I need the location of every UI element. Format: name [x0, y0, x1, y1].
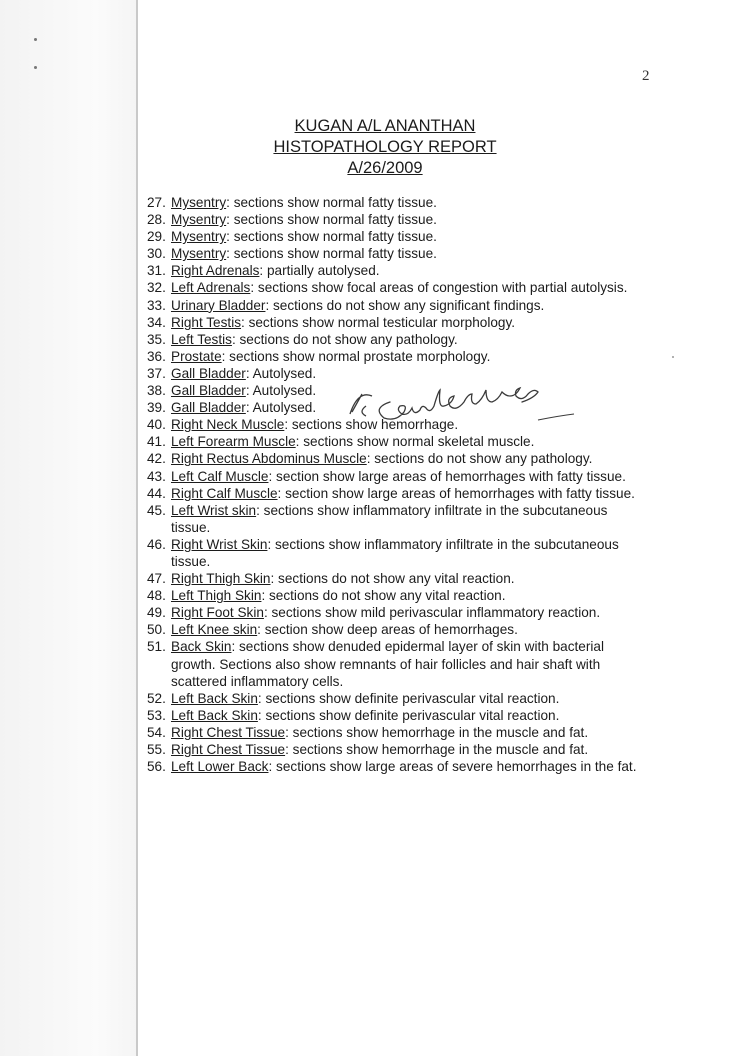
- finding-item: [147, 485, 647, 502]
- page-edge-line: [136, 0, 138, 1056]
- item-number: 37.: [147, 365, 166, 381]
- item-description: : sections show normal testicular morphology.: [241, 314, 516, 330]
- item-text: [171, 638, 647, 689]
- item-description: : sections show inflammatory infiltrate in the subcutaneous tissue.: [171, 536, 619, 569]
- patient-name: KUGAN A/L ANANTHAN: [294, 117, 476, 135]
- finding-item: [147, 433, 647, 450]
- item-number: 32.: [147, 280, 166, 296]
- item-number: 35.: [147, 331, 166, 347]
- item-description: : sections do not show any significant findings.: [265, 297, 545, 313]
- item-description: : section show large areas of hemorrhages with fatty tissue.: [268, 468, 626, 484]
- scan-margin: [0, 0, 138, 1056]
- report-header: [200, 116, 570, 179]
- item-topic: Right Testis: [171, 314, 242, 330]
- item-topic: Gall Bladder: [171, 383, 246, 399]
- item-description: : sections show normal prostate morphology.: [221, 348, 491, 364]
- item-number: 51.: [147, 639, 166, 655]
- item-text: [171, 211, 647, 228]
- item-text: [171, 587, 647, 604]
- finding-item: [147, 707, 647, 724]
- finding-item: [147, 638, 647, 689]
- finding-item: [147, 604, 647, 621]
- finding-item: [147, 741, 647, 758]
- item-topic: Right Neck Muscle: [171, 417, 285, 433]
- item-text: [171, 707, 647, 724]
- item-topic: Left Knee skin: [171, 622, 258, 638]
- item-text: [171, 194, 647, 211]
- item-text: [171, 433, 647, 450]
- item-description: : sections show normal fatty tissue.: [226, 246, 437, 262]
- item-text: [171, 758, 647, 775]
- item-description: : Autolysed.: [245, 365, 317, 381]
- scan-dot: [34, 66, 37, 69]
- item-description: : sections show normal fatty tissue.: [226, 195, 437, 210]
- item-number: 39.: [147, 400, 166, 416]
- item-text: [171, 536, 647, 570]
- item-text: [171, 297, 647, 314]
- finding-item: [147, 468, 647, 485]
- finding-item: [147, 690, 647, 707]
- item-topic: Left Back Skin: [171, 690, 258, 706]
- item-topic: Right Chest Tissue: [171, 724, 286, 740]
- item-text: [171, 741, 647, 758]
- report-reference: A/26/2009: [347, 159, 423, 177]
- item-number: 49.: [147, 605, 166, 621]
- item-description: : sections show normal skeletal muscle.: [295, 434, 535, 450]
- finding-item: [147, 331, 647, 348]
- item-text: [171, 468, 647, 485]
- item-description: : partially autolysed.: [259, 263, 380, 279]
- item-text: [171, 621, 647, 638]
- item-number: 54.: [147, 724, 166, 740]
- item-topic: Left Back Skin: [171, 707, 258, 723]
- item-text: [171, 604, 647, 621]
- item-description: : sections show hemorrhage in the muscle and fat.: [285, 724, 589, 740]
- signature-icon: [342, 384, 614, 424]
- finding-item: [147, 621, 647, 638]
- item-topic: Right Wrist Skin: [171, 536, 268, 552]
- item-number: 53.: [147, 707, 166, 723]
- item-description: : sections show denuded epidermal layer of skin with bacterial growth. Sections also show remnants of hair follicles and hair shaft with scattered inflammatory cells.: [171, 639, 604, 689]
- item-topic: Left Adrenals: [171, 280, 251, 296]
- finding-item: [147, 314, 647, 331]
- item-number: 43.: [147, 468, 166, 484]
- report-title: HISTOPATHOLOGY REPORT: [273, 138, 497, 156]
- item-description: : sections do not show any pathology.: [366, 451, 593, 467]
- item-number: 41.: [147, 434, 166, 450]
- item-topic: Right Rectus Abdominus Muscle: [171, 451, 367, 467]
- scan-dot: [34, 38, 37, 41]
- item-topic: Mysentry: [171, 212, 227, 228]
- item-description: : sections do not show any vital reaction.: [270, 571, 515, 587]
- item-topic: Gall Bladder: [171, 365, 246, 381]
- item-topic: Urinary Bladder: [171, 297, 266, 313]
- item-number: 28.: [147, 212, 166, 228]
- item-text: [171, 314, 647, 331]
- item-text: [171, 262, 647, 279]
- item-description: : sections show focal areas of congestion with partial autolysis.: [250, 280, 628, 296]
- item-number: 30.: [147, 246, 166, 262]
- item-description: : sections show hemorrhage.: [284, 417, 459, 433]
- scan-dot: [672, 356, 674, 358]
- finding-item: [147, 297, 647, 314]
- item-topic: Mysentry: [171, 195, 227, 210]
- item-text: [171, 365, 647, 382]
- item-number: 29.: [147, 229, 166, 245]
- item-topic: Mysentry: [171, 246, 227, 262]
- item-topic: Right Adrenals: [171, 263, 260, 279]
- item-description: : section show deep areas of hemorrhages.: [257, 622, 518, 638]
- item-text: [171, 502, 647, 536]
- item-number: 38.: [147, 383, 166, 399]
- finding-item: [147, 570, 647, 587]
- item-description: : Autolysed.: [245, 400, 317, 416]
- item-text: [171, 690, 647, 707]
- item-text: [171, 570, 647, 587]
- finding-item: [147, 758, 647, 775]
- item-topic: Right Thigh Skin: [171, 571, 271, 587]
- finding-item: [147, 587, 647, 604]
- item-text: [171, 485, 647, 502]
- item-number: 34.: [147, 314, 166, 330]
- item-text: [171, 348, 647, 365]
- item-topic: Mysentry: [171, 229, 227, 245]
- item-topic: Right Calf Muscle: [171, 485, 278, 501]
- item-text: [171, 228, 647, 245]
- item-description: : sections show large areas of severe hemorrhages in the fat.: [268, 759, 637, 775]
- item-description: : sections show normal fatty tissue.: [226, 229, 437, 245]
- finding-item: [147, 262, 647, 279]
- item-number: 47.: [147, 571, 166, 587]
- finding-item: [147, 211, 647, 228]
- item-topic: Right Foot Skin: [171, 605, 264, 621]
- item-description: : sections do not show any vital reaction.: [261, 588, 506, 604]
- findings-list: [147, 194, 647, 775]
- item-number: 42.: [147, 451, 166, 467]
- item-number: 45.: [147, 502, 166, 518]
- finding-item: [147, 348, 647, 365]
- item-topic: Right Chest Tissue: [171, 742, 286, 757]
- finding-item: [147, 279, 647, 296]
- item-description: : sections show inflammatory infiltrate in the subcutaneous tissue.: [171, 502, 608, 535]
- item-text: [171, 724, 647, 741]
- item-text: [171, 331, 647, 348]
- item-topic: Back Skin: [171, 639, 232, 655]
- item-number: 56.: [147, 759, 166, 775]
- finding-item: [147, 194, 647, 211]
- item-description: : sections show normal fatty tissue.: [226, 212, 437, 228]
- finding-item: [147, 245, 647, 262]
- item-number: 27.: [147, 195, 166, 210]
- item-text: [171, 279, 647, 296]
- finding-item: [147, 536, 647, 570]
- item-topic: Left Wrist skin: [171, 502, 257, 518]
- item-topic: Prostate: [171, 348, 222, 364]
- finding-item: [147, 450, 647, 467]
- item-number: 33.: [147, 297, 166, 313]
- item-topic: Left Forearm Muscle: [171, 434, 296, 450]
- item-number: 55.: [147, 742, 166, 757]
- item-topic: Left Testis: [171, 331, 232, 347]
- finding-item: [147, 502, 647, 536]
- finding-item: [147, 724, 647, 741]
- item-number: 48.: [147, 588, 166, 604]
- item-description: : section show large areas of hemorrhages with fatty tissue.: [277, 485, 635, 501]
- item-topic: Left Lower Back: [171, 759, 269, 775]
- finding-item: [147, 365, 647, 382]
- item-number: 52.: [147, 690, 166, 706]
- item-text: [171, 450, 647, 467]
- finding-item: [147, 228, 647, 245]
- item-number: 40.: [147, 417, 166, 433]
- item-topic: Left Thigh Skin: [171, 588, 262, 604]
- item-topic: Gall Bladder: [171, 400, 246, 416]
- item-number: 36.: [147, 348, 166, 364]
- item-number: 44.: [147, 485, 166, 501]
- item-description: : sections show hemorrhage in the muscle and fat.: [285, 742, 589, 757]
- item-description: : sections do not show any pathology.: [231, 331, 458, 347]
- item-number: 31.: [147, 263, 166, 279]
- item-text: [171, 245, 647, 262]
- item-topic: Left Calf Muscle: [171, 468, 269, 484]
- item-number: 50.: [147, 622, 166, 638]
- item-description: : sections show definite perivascular vital reaction.: [257, 690, 560, 706]
- item-description: : Autolysed.: [245, 383, 317, 399]
- item-description: : sections show definite perivascular vital reaction.: [257, 707, 560, 723]
- page-number: 2: [642, 68, 650, 84]
- item-number: 46.: [147, 536, 166, 552]
- item-description: : sections show mild perivascular inflammatory reaction.: [263, 605, 601, 621]
